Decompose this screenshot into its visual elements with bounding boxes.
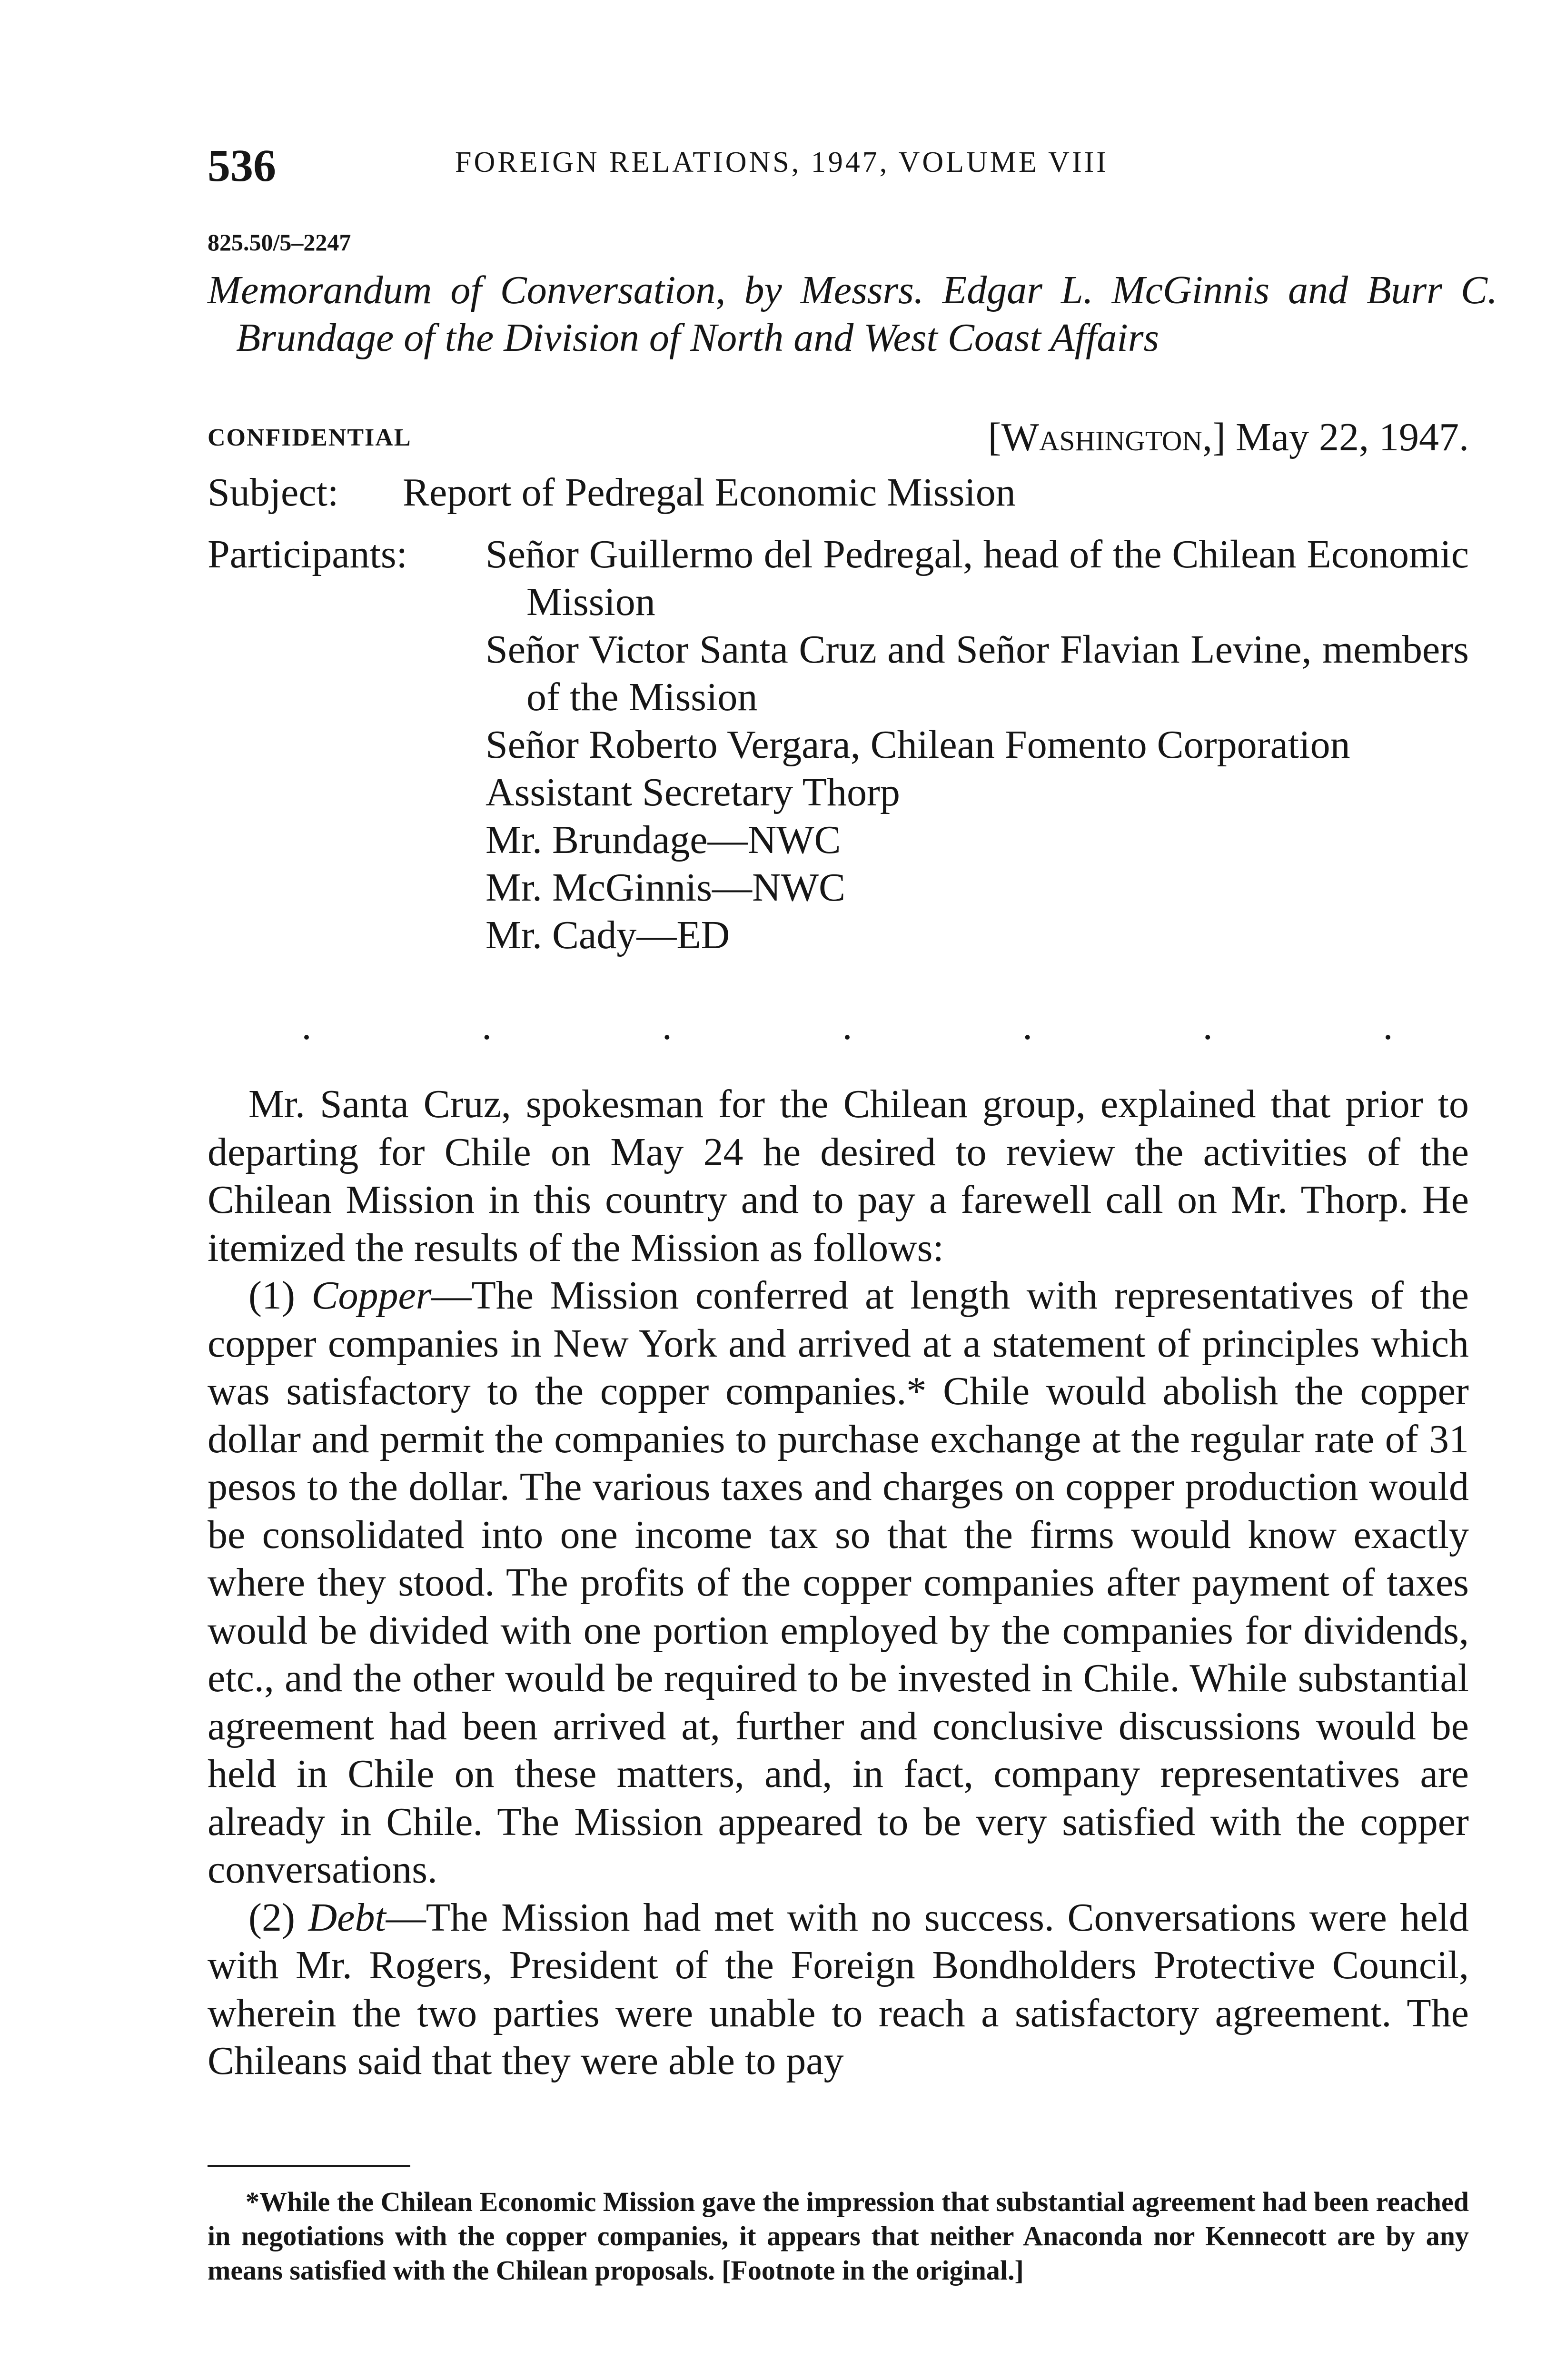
page-number: 536	[208, 140, 276, 191]
debt-number: (2)	[248, 1895, 295, 1940]
participant-item: Mr. Brundage—NWC	[486, 818, 841, 862]
footnote-divider	[208, 2165, 410, 2167]
copper-paragraph	[208, 1272, 1469, 1894]
footnote: *While the Chilean Economic Mission gave the impression that substantial agreement had been reached in negotiations with the copper companies, it appears that neither Anaconda nor Kennecott are by any means satisfied with the Chilean proposals. [Footnote in the original.]	[208, 2186, 1469, 2286]
copper-number: (1)	[248, 1273, 295, 1318]
copper-text: —The Mission conferred at length with representatives of the copper companies in New York and arrived at a statement of principles which was satisfactory to the copper companies.	[208, 1273, 1469, 1413]
subject-text: Report of Pedregal Economic Mission	[403, 470, 1016, 515]
participant-item: Señor Roberto Vergara, Chilean Fomento Corporation	[486, 723, 1350, 767]
running-title: FOREIGN RELATIONS, 1947, VOLUME VIII	[455, 146, 1109, 178]
memo-title: Memorandum of Conversation, by Messrs. Edgar L. McGinnis and Burr C. Brundage of the Division of North and West Coast Affairs	[208, 268, 1497, 360]
place: Washington,	[1001, 415, 1213, 459]
participants-label: Participants:	[208, 532, 407, 576]
ellipsis-dot: ·	[1021, 1015, 1034, 1060]
ellipsis-dot: ·	[1381, 1015, 1395, 1060]
intro-paragraph: Mr. Santa Cruz, spokesman for the Chilean group, explained that prior to departing for Chile on May 24 he desired to review the activities of the Chilean Mission in this country and to pay a farewell call on Mr. Thorp. He itemized the results of the Mission as follows:	[208, 1082, 1469, 1270]
running-head	[208, 139, 1469, 191]
participant-item: Señor Guillermo del Pedregal, head of the Chilean Economic Mission	[486, 532, 1469, 624]
participant-list	[486, 531, 1469, 959]
ellipsis-dot: ·	[840, 1015, 854, 1060]
participant-item: Mr. Cady—ED	[486, 913, 730, 957]
debt-paragraph	[208, 1894, 1469, 2085]
subject-label: Subject:	[208, 470, 339, 515]
subject-row	[208, 469, 1016, 516]
ellipsis-dot: ·	[300, 1015, 313, 1060]
ellipsis-dot: ·	[480, 1015, 494, 1060]
debt-text: —The Mission had met with no success. Conversations were held with Mr. Rogers, President of the Foreign Bondholders Protective Council, wherein the two parties were unable to reach a satisfactory agreement. The Chileans said that they were able to pay	[208, 1895, 1469, 2083]
ellipsis-dot: ·	[660, 1015, 674, 1060]
copper-topic: Copper	[311, 1273, 432, 1318]
participant-item: Señor Victor Santa Cruz and Señor Flavian Levine, members of the Mission	[486, 627, 1469, 719]
participant-item: Assistant Secretary Thorp	[486, 770, 900, 814]
omission-ellipsis	[300, 1015, 1395, 1060]
body-text	[208, 1081, 1469, 2085]
file-number: 825.50/5–2247	[208, 229, 351, 256]
meta-row	[208, 414, 1469, 462]
debt-topic: Debt	[308, 1895, 386, 1940]
classification-label: CONFIDENTIAL	[208, 424, 412, 451]
copper-text-continued: Chile would abolish the copper dollar and permit the companies to purchase exchange at the regular rate of 31 pesos to the dollar. The various taxes and charges on copper production would be consolidated into one income tax so that the firms would know exactly where they stood. The profits of the copper companies after payment of taxes would be divided with one portion employed by the companies for dividends, etc., and the other would be required to be invested in Chile. While substantial agreement had been arrived at, further and conclusive discussions would be held in Chile on these matters, and, in fact, company representatives are already in Chile. The Mission appeared to be very satisfied with the copper conversations.	[208, 1369, 1469, 1892]
footnote-marker: *	[906, 1369, 927, 1413]
date: May 22, 1947.	[1236, 415, 1469, 459]
ellipsis-dot: ·	[1201, 1015, 1215, 1060]
place-date: [Washington,] May 22, 1947.	[988, 415, 1469, 459]
participant-item: Mr. McGinnis—NWC	[486, 865, 845, 910]
